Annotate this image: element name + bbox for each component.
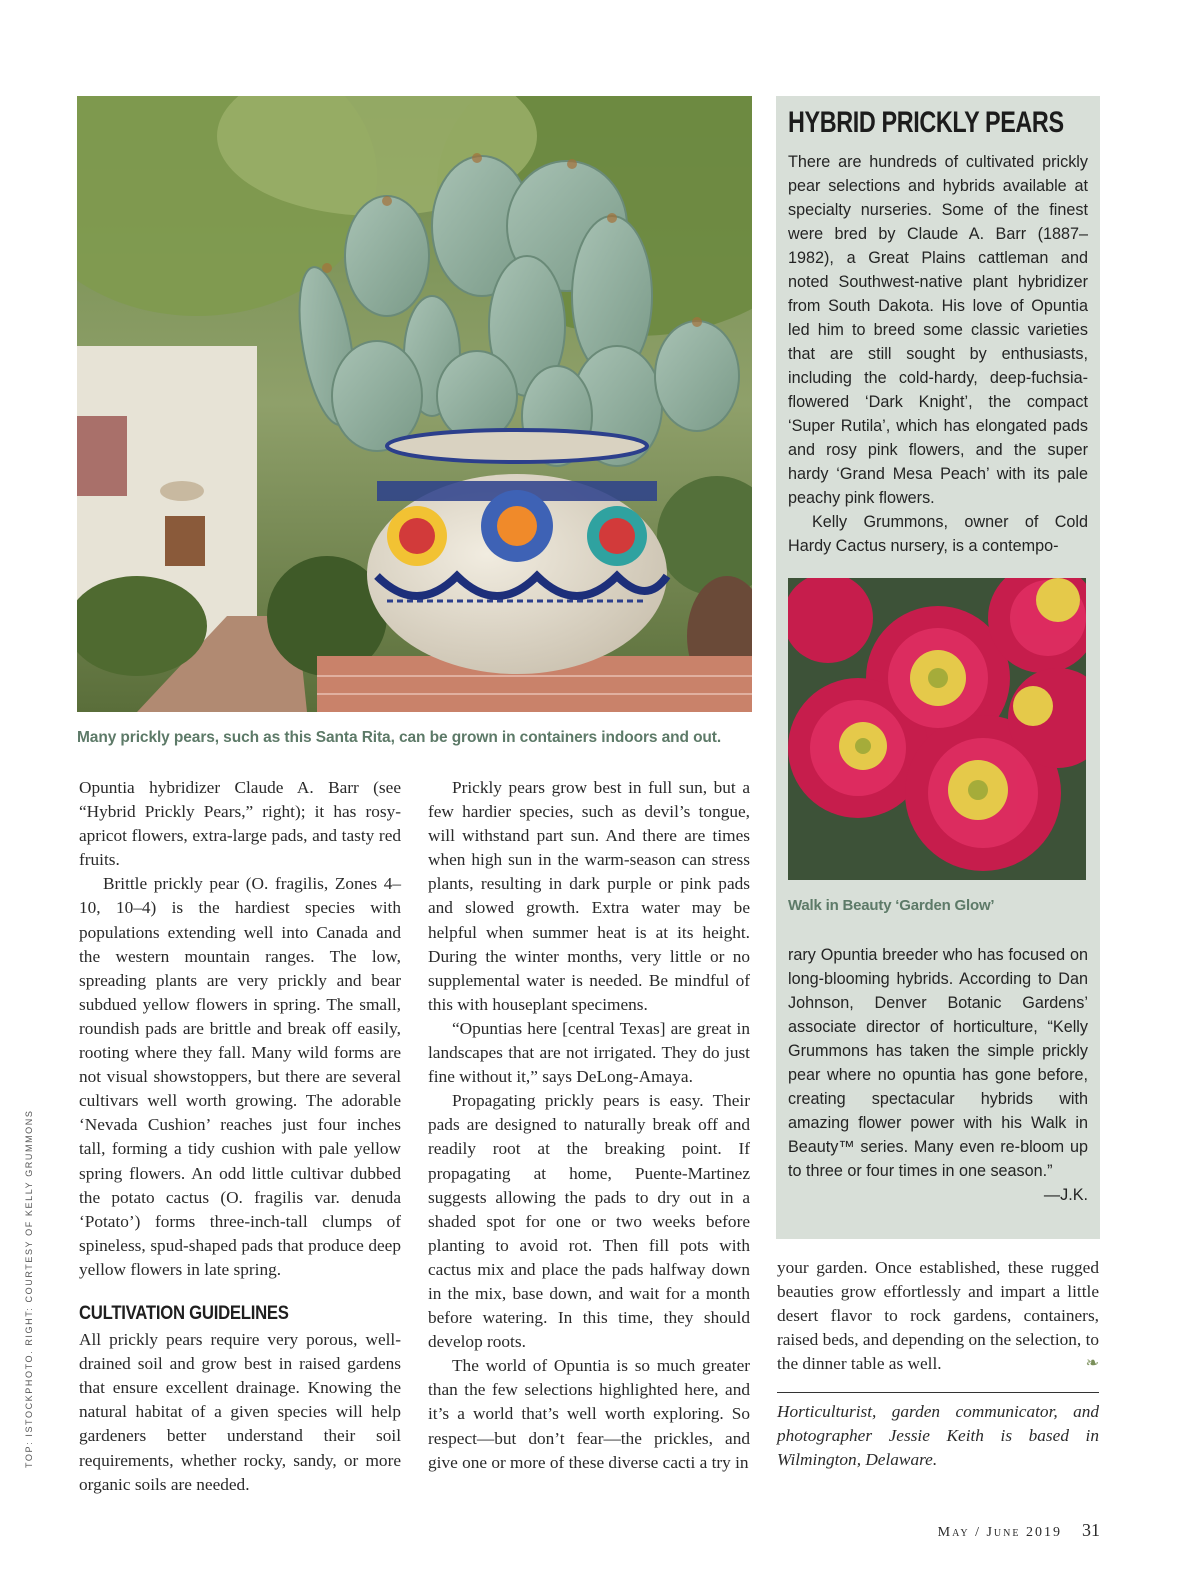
sidebar-quote: rary Opuntia breeder who has focused on long-blooming hybrids. According to Dan Johnson, Denver Botanic Gardens’ associate director of horticulture, “Kelly Grummons has taken the simple prickly pear where no opuntia has gone before, creating spectacular hybrids with amazing flower power with his Walk in Beauty™ series. Many even re-bloom up to three or four times in one season.” — [788, 946, 1088, 1180]
paragraph: Opuntia hybridizer Claude A. Barr (see “Hybrid Prickly Pears,” right); it has rosy-apricot flowers, extra-large pads, and tasty red fruits. — [79, 778, 401, 870]
author-bio: Horticulturist, garden communicator, and photographer Jessie Keith is based in Wilmington, Delaware. — [777, 1402, 1099, 1469]
paragraph: “Opuntias here [central Texas] are great in landscapes that are not irrigated. They do just fine without it,” says DeLong-Amaya. — [428, 1018, 750, 1087]
photo-credit: TOP: ISTOCKPHOTO. RIGHT: COURTESY OF KELLY GRUMMONS — [24, 1109, 34, 1468]
body-column-1 — [79, 776, 401, 1497]
sidebar-text — [788, 943, 1088, 1207]
sidebar-title: HYBRID PRICKLY PEARS — [788, 106, 1064, 139]
cactus-pot-photo — [77, 96, 752, 712]
sidebar-paragraph — [788, 943, 1088, 1204]
photo-caption: Many prickly pears, such as this Santa Rita, can be grown in containers indoors and out. — [77, 729, 722, 746]
paragraph: All prickly pears require very porous, well-drained soil and grow best in raised gardens that ensure excellent drainage. Knowing the natural habitat of a given species will help gardeners better understand their soil requirements, whether rocky, sandy, or more organic soils are needed. — [79, 1330, 401, 1494]
end-mark-icon: ❧ — [1085, 1355, 1099, 1373]
sidebar-text — [788, 150, 1088, 558]
sidebar-paragraph: Kelly Grummons, owner of Cold Hardy Cactus nursery, is a contempo- — [788, 513, 1088, 555]
paragraph: The world of Opuntia is so much greater than the few selections highlighted here, and it’s a world that’s well worth exploring. So respect—but don’t fear—the prickles, and give one or more of these diverse cacti a try in — [428, 1356, 750, 1472]
body-column-2 — [428, 776, 750, 1475]
paragraph: Brittle prickly pear (O. fragilis, Zones 4–10, 10–4) is the hardiest species with populations extending well into Canada and the western mountain ranges. The low, spreading plants are very prickly and bear subdued yellow flowers in spring. The small, roundish pads are brittle and break off easily, rooting where they fall. Many wild forms are not visual showstoppers, but there are several cultivars well worth growing. The adorable ‘Nevada Cushion’ reaches just four inches tall, forming a tidy cushion with pale yellow spring flowers. An odd little cultivar dubbed the potato cactus (O. fragilis var. denuda ‘Potato’) forms three-inch-tall clumps of spineless, spud-shaped pads that produce deep yellow flowers in late spring. — [79, 874, 401, 1279]
paragraph: Propagating prickly pears is easy. Their pads are designed to naturally break off and readily root at the breaking point. If propagating at home, Puente-Martinez suggests allowing the pads to dry out in a shaded spot for one or two weeks before planting to avoid rot. Then fill pots with cactus mix and place the pads halfway down in the mix, base down, and wait for a month before watering. In this time, they should develop roots. — [428, 1091, 750, 1352]
page-footer — [938, 1520, 1100, 1541]
paragraph-text: your garden. Once established, these rugged beauties grow effortlessly and impart a little desert flavor to rock gardens, containers, raised beds, and depending on the selection, to the dinner table as well. — [777, 1258, 1100, 1374]
section-heading: CULTIVATION GUIDELINES — [79, 1302, 289, 1324]
flower-photo — [788, 578, 1086, 880]
author-signature: —J.K. — [1043, 1186, 1088, 1204]
paragraph: Prickly pears grow best in full sun, but a few hardier species, such as devil’s tongue, will withstand part sun. And there are times when high sun in the warm-season can stress plants, resulting in dark purple or pink pads and slowed growth. Extra water may be helpful when summer heat is at its height. During the winter months, very little or no supplemental water is needed. Be mindful of this with houseplant specimens. — [428, 778, 750, 1014]
flower-caption: Walk in Beauty ‘Garden Glow’ — [788, 897, 995, 914]
sidebar-box — [776, 96, 1100, 1239]
body-column-3 — [777, 1256, 1099, 1376]
sidebar-paragraph: There are hundreds of cultivated prickly pear selections and hybrids available at specialty nurseries. Some of the finest were bred by Claude A. Barr (1887–1982), a Great Plains cattleman and noted Southwest-native plant hybridizer from South Dakota. His love of Opuntia led him to breed some classic varieties that are still sought by enthusiasts, including the cold-hardy, deep-fuchsia-flowered ‘Dark Knight’, the compact ‘Super Rutila’, which has elongated pads and rosy pink flowers, and the super hardy ‘Grand Mesa Peach’ with its pale peachy pink flowers. — [788, 153, 1088, 507]
bio-divider — [777, 1392, 1099, 1393]
paragraph — [777, 1256, 1099, 1376]
issue-date: May / June 2019 — [937, 1525, 1062, 1540]
page-number: 31 — [1082, 1520, 1100, 1540]
